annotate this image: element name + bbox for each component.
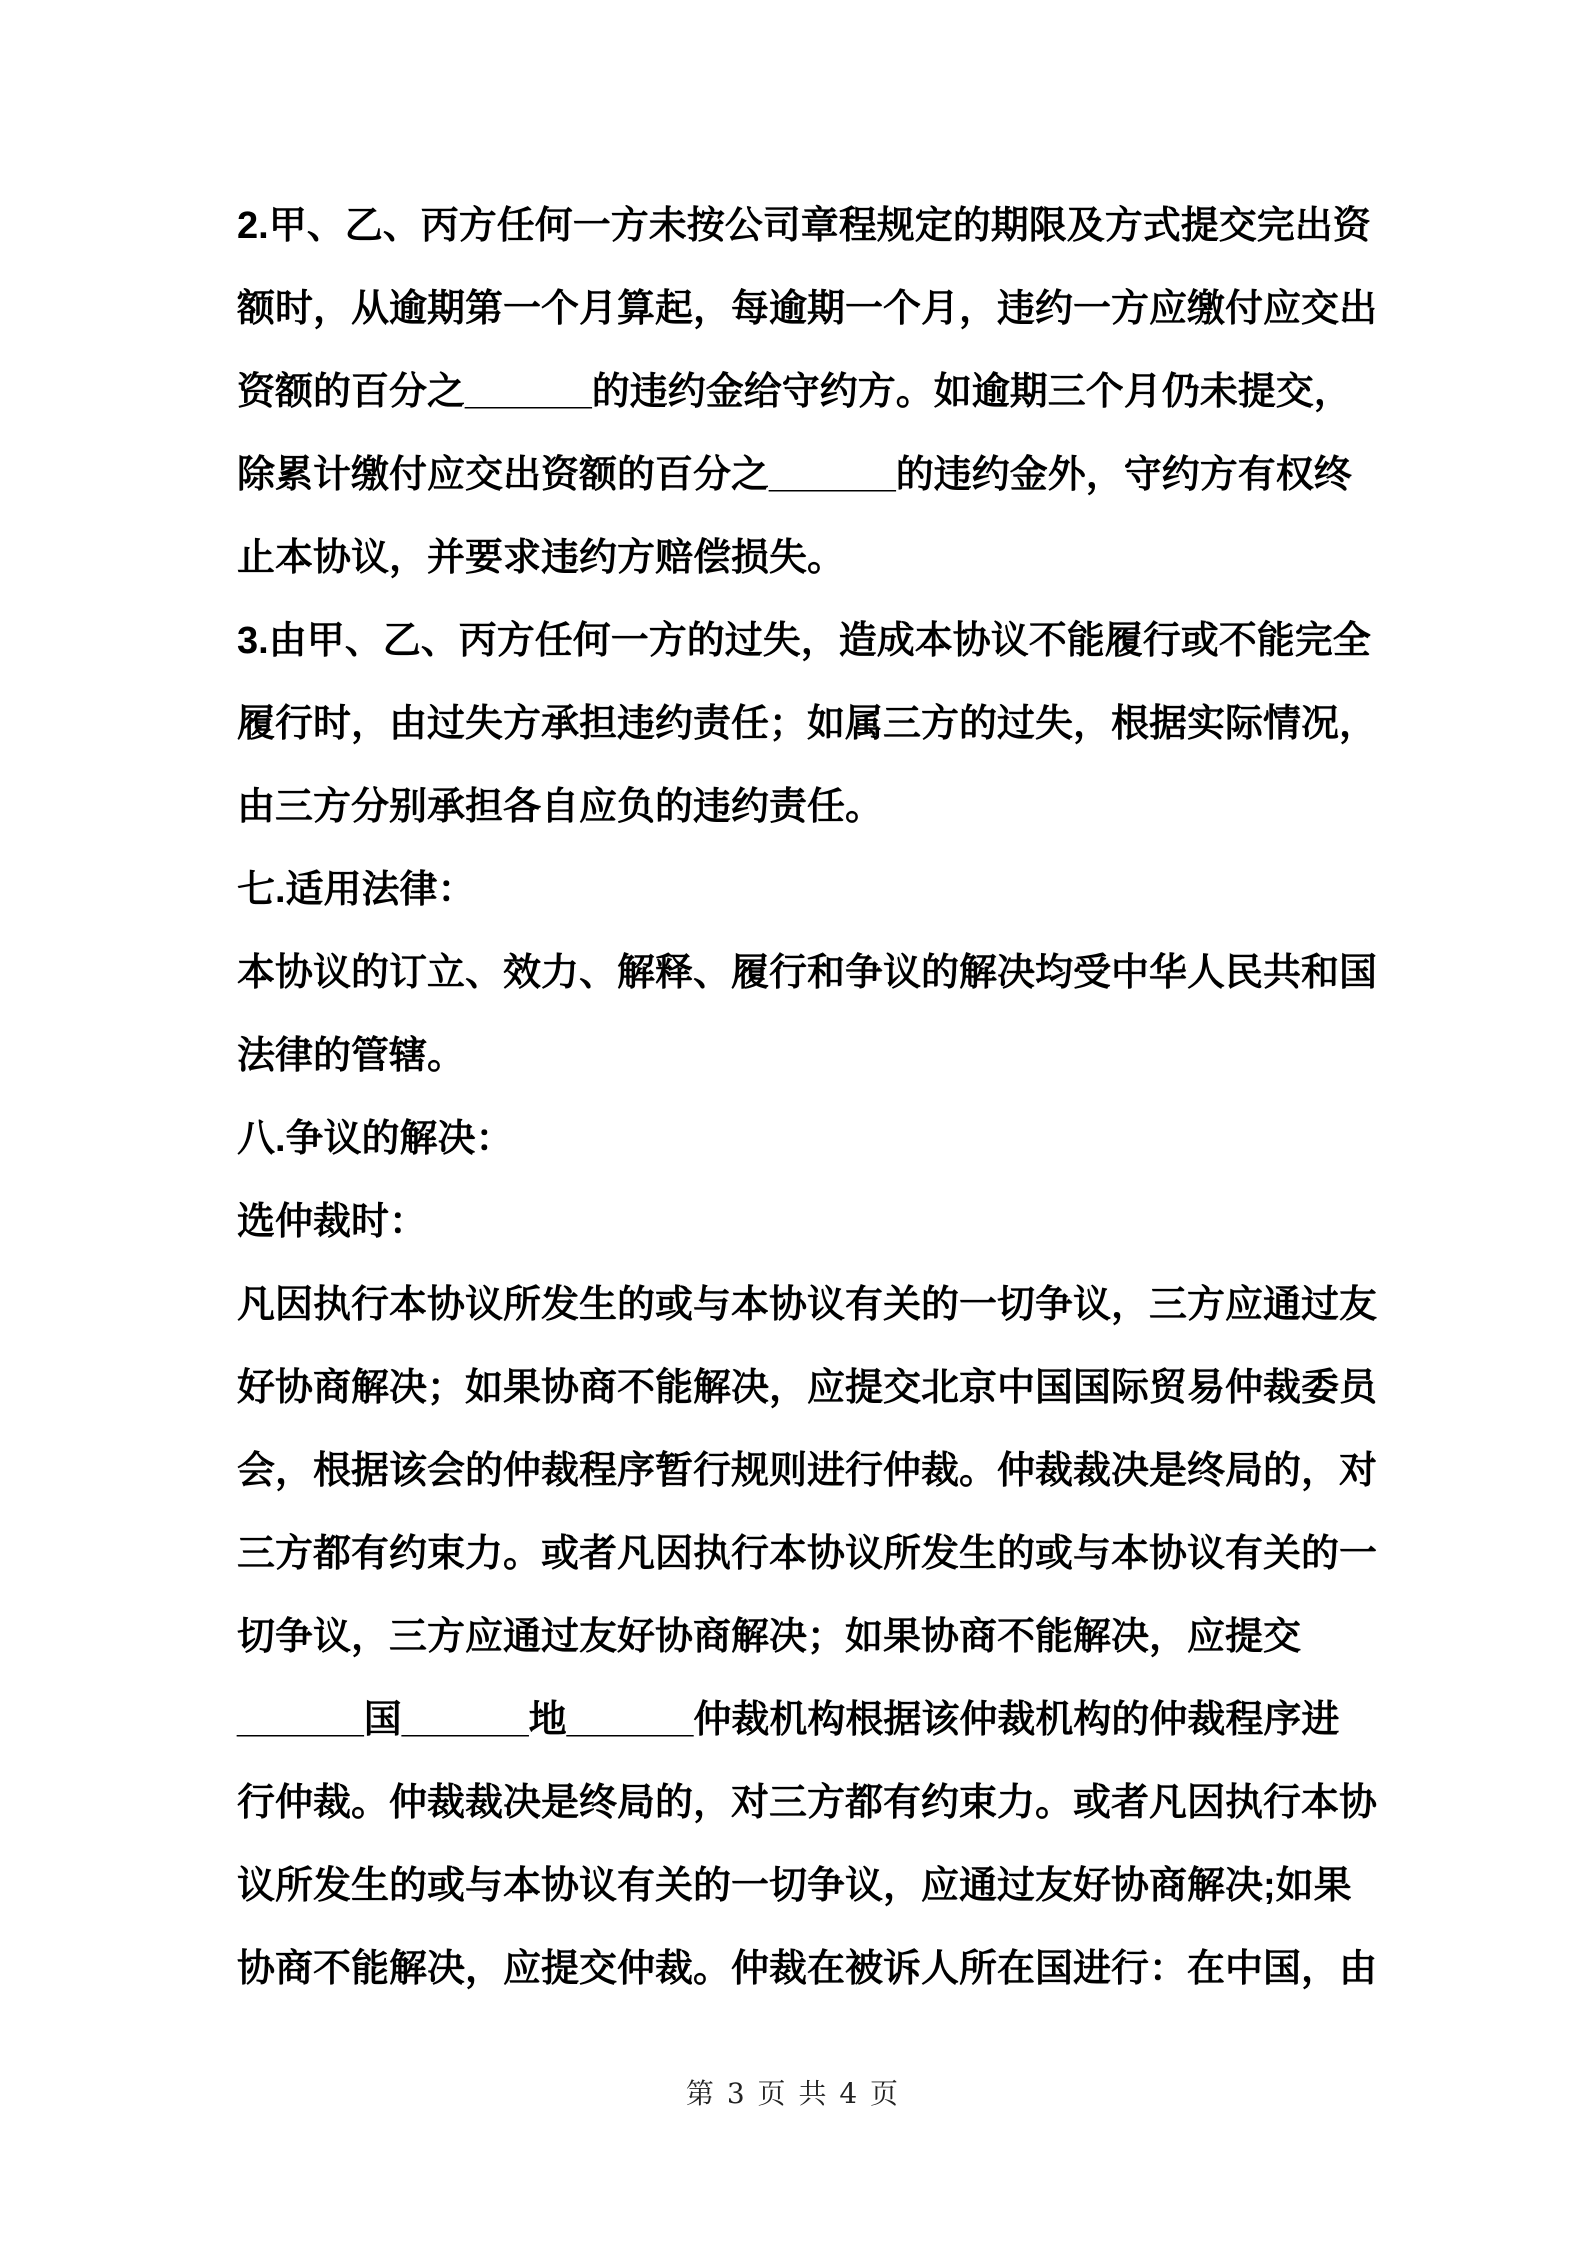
document-line: 资额的百分之______的违约金给守约方。如逾期三个月仍未提交， <box>237 371 1352 413</box>
document-line: 协商不能解决，应提交仲裁。仲裁在被诉人所在国进行：在中国，由 <box>237 1948 1378 1990</box>
document-line: 选仲裁时： <box>237 1201 428 1243</box>
document-line: 议所发生的或与本协议有关的一切争议，应通过友好协商解决;如果 <box>237 1865 1352 1907</box>
document-line: 凡因执行本协议所发生的或与本协议有关的一切争议，三方应通过友 <box>237 1284 1378 1326</box>
document-section-heading: 八.争议的解决： <box>237 1118 514 1160</box>
document-line: 切争议，三方应通过友好协商解决；如果协商不能解决，应提交 <box>237 1616 1302 1658</box>
document-line: 止本协议，并要求违约方赔偿损失。 <box>237 537 846 579</box>
document-line: 三方都有约束力。或者凡因执行本协议所发生的或与本协议有关的一 <box>237 1533 1378 1575</box>
document-line: 2.甲、乙、丙方任何一方未按公司章程规定的期限及方式提交完出资 <box>237 205 1371 247</box>
document-line: 会，根据该会的仲裁程序暂行规则进行仲裁。仲裁裁决是终局的，对 <box>237 1450 1378 1492</box>
document-line-with-blanks: ______国______地______仲裁机构根据该仲裁机构的仲裁程序进 <box>237 1699 1340 1741</box>
document-line: 由三方分别承担各自应负的违约责任。 <box>237 786 884 828</box>
document-line: 好协商解决；如果协商不能解决，应提交北京中国国际贸易仲裁委员 <box>237 1367 1378 1409</box>
document-line: 本协议的订立、效力、解释、履行和争议的解决均受中华人民共和国 <box>237 952 1378 994</box>
document-line: 行仲裁。仲裁裁决是终局的，对三方都有约束力。或者凡因执行本协 <box>237 1782 1378 1824</box>
document-text-block <box>237 185 1378 2011</box>
document-line: 履行时，由过失方承担违约责任；如属三方的过失，根据实际情况， <box>237 703 1378 745</box>
document-line: 除累计缴付应交出资额的百分之______的违约金外，守约方有权终 <box>237 454 1352 496</box>
page-number-footer: 第 3 页 共 4 页 <box>685 2077 901 2110</box>
document-line: 3.由甲、乙、丙方任何一方的过失，造成本协议不能履行或不能完全 <box>237 620 1371 662</box>
document-line: 法律的管辖。 <box>237 1035 466 1077</box>
document-section-heading: 七.适用法律： <box>237 869 476 911</box>
document-line: 额时，从逾期第一个月算起，每逾期一个月，违约一方应缴付应交出 <box>237 288 1378 330</box>
